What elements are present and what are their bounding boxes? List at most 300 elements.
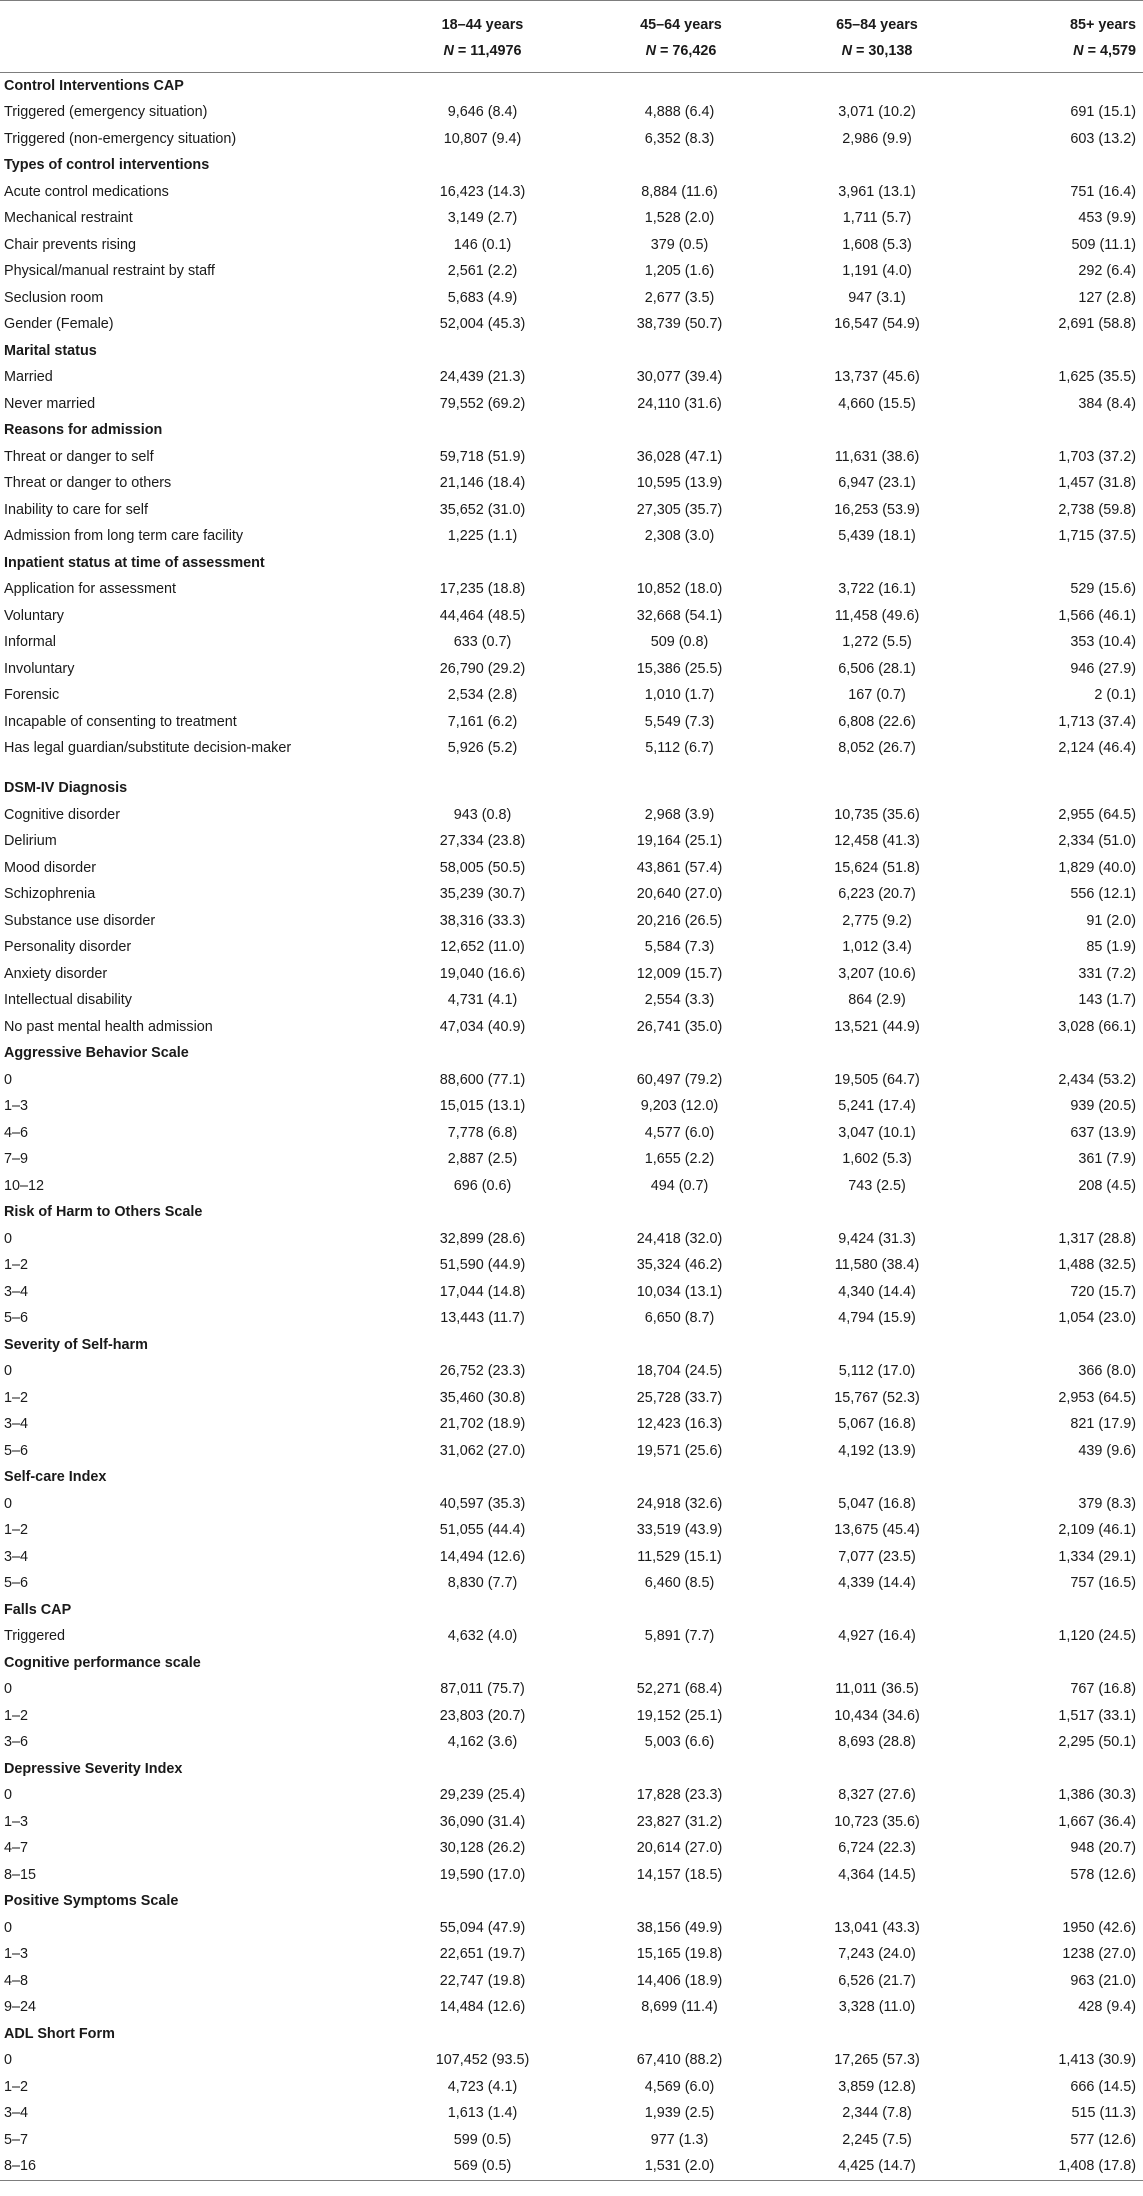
value-cell: 19,040 (16.6) bbox=[439, 965, 526, 982]
row-label: Cognitive disorder bbox=[4, 806, 120, 823]
value-cell: 1,012 (3.4) bbox=[842, 939, 912, 956]
row-label: 0 bbox=[4, 1230, 13, 1247]
value-cell: 13,041 (43.3) bbox=[834, 1919, 920, 1936]
table-row bbox=[0, 577, 1143, 604]
section-header-row bbox=[0, 338, 1143, 365]
value-cell: 1,205 (1.6) bbox=[644, 263, 715, 280]
row-label: Mood disorder bbox=[4, 859, 96, 876]
value-cell: 6,506 (28.1) bbox=[838, 660, 916, 677]
value-cell: 1,191 (4.0) bbox=[842, 263, 912, 280]
n-symbol: N bbox=[841, 42, 852, 59]
value-cell: 23,827 (31.2) bbox=[636, 1813, 723, 1830]
section-header-row bbox=[0, 1041, 1143, 1068]
value-cell: 1,120 (24.5) bbox=[1058, 1628, 1136, 1645]
value-cell: 8,052 (26.7) bbox=[838, 739, 916, 756]
value-cell: 13,521 (44.9) bbox=[834, 1018, 920, 1035]
row-label: 7–9 bbox=[4, 1151, 29, 1168]
value-cell: 4,660 (15.5) bbox=[838, 395, 916, 412]
table-row bbox=[0, 1226, 1143, 1253]
row-label: 3–4 bbox=[4, 1283, 29, 1300]
table-row bbox=[0, 1862, 1143, 1889]
value-cell: 1,566 (46.1) bbox=[1058, 607, 1136, 624]
n-value: = 11,4976 bbox=[453, 42, 522, 59]
value-cell: 15,165 (19.8) bbox=[636, 1946, 723, 1963]
value-cell: 2,109 (46.1) bbox=[1058, 1522, 1136, 1539]
value-cell: 24,418 (32.0) bbox=[636, 1230, 723, 1247]
section-title: ADL Short Form bbox=[4, 2025, 115, 2042]
table-row bbox=[0, 259, 1143, 286]
value-cell: 11,631 (38.6) bbox=[834, 448, 920, 465]
row-label: 4–6 bbox=[4, 1124, 29, 1141]
value-cell: 1,531 (2.0) bbox=[644, 2158, 715, 2175]
value-cell: 16,253 (53.9) bbox=[834, 501, 920, 518]
value-cell: 3,328 (11.0) bbox=[838, 1999, 916, 2016]
row-label: 0 bbox=[4, 1787, 13, 1804]
value-cell: 977 (1.3) bbox=[650, 2131, 709, 2148]
value-cell: 1,334 (29.1) bbox=[1058, 1548, 1136, 1565]
value-cell: 1,317 (28.8) bbox=[1058, 1230, 1136, 1247]
value-cell: 1,939 (2.5) bbox=[644, 2105, 715, 2122]
n-value: = 76,426 bbox=[655, 42, 717, 59]
header-empty-cell bbox=[0, 1, 355, 39]
value-cell: 4,927 (16.4) bbox=[838, 1628, 916, 1645]
table-row bbox=[0, 1703, 1143, 1730]
table-row bbox=[0, 1253, 1143, 1280]
value-cell: 1,715 (37.5) bbox=[1058, 528, 1136, 545]
value-cell: 208 (4.5) bbox=[1078, 1177, 1136, 1194]
value-cell: 10,807 (9.4) bbox=[443, 130, 522, 147]
row-label: Acute control medications bbox=[4, 183, 169, 200]
row-label: 10–12 bbox=[4, 1177, 45, 1194]
value-cell: 767 (16.8) bbox=[1070, 1681, 1136, 1698]
value-cell: 4,192 (13.9) bbox=[838, 1442, 916, 1459]
table-row bbox=[0, 179, 1143, 206]
value-cell: 26,741 (35.0) bbox=[636, 1018, 723, 1035]
value-cell: 2,738 (59.8) bbox=[1058, 501, 1136, 518]
row-label: 0 bbox=[4, 1919, 13, 1936]
table-body bbox=[0, 73, 1143, 2181]
value-cell: 38,156 (49.9) bbox=[636, 1919, 723, 1936]
value-cell: 599 (0.5) bbox=[453, 2131, 512, 2148]
value-cell: 4,794 (15.9) bbox=[838, 1310, 916, 1327]
row-label: 8–16 bbox=[4, 2158, 37, 2175]
value-cell: 24,439 (21.3) bbox=[439, 369, 526, 386]
table-header bbox=[0, 1, 1143, 73]
value-cell: 292 (6.4) bbox=[1078, 263, 1136, 280]
value-cell: 4,364 (14.5) bbox=[838, 1866, 916, 1883]
row-label: 1–2 bbox=[4, 1707, 29, 1724]
row-label: 3–4 bbox=[4, 2105, 29, 2122]
value-cell: 821 (17.9) bbox=[1070, 1416, 1136, 1433]
value-cell: 3,149 (2.7) bbox=[447, 210, 518, 227]
value-cell: 32,668 (54.1) bbox=[636, 607, 723, 624]
value-cell: 1,457 (31.8) bbox=[1058, 475, 1136, 492]
header-n-45-64 bbox=[588, 38, 774, 73]
section-title: Severity of Self-harm bbox=[4, 1336, 148, 1353]
row-label: Application for assessment bbox=[4, 581, 176, 598]
value-cell: 7,161 (6.2) bbox=[447, 713, 518, 730]
value-cell: 16,423 (14.3) bbox=[439, 183, 526, 200]
row-label: Has legal guardian/substitute decision-maker bbox=[4, 739, 292, 756]
value-cell: 5,047 (16.8) bbox=[838, 1495, 916, 1512]
value-cell: 5,003 (6.6) bbox=[644, 1734, 715, 1751]
value-cell: 947 (3.1) bbox=[848, 289, 906, 306]
value-cell: 20,640 (27.0) bbox=[636, 886, 723, 903]
row-label: 3–4 bbox=[4, 1548, 29, 1565]
row-label: 1–2 bbox=[4, 2078, 29, 2095]
value-cell: 6,724 (22.3) bbox=[838, 1840, 916, 1857]
header-empty-cell bbox=[0, 38, 355, 73]
value-cell: 4,888 (6.4) bbox=[644, 104, 715, 121]
header-row-age-groups bbox=[0, 1, 1143, 39]
value-cell: 5,112 (6.7) bbox=[645, 739, 714, 756]
row-label: 9–24 bbox=[4, 1999, 37, 2016]
value-cell: 696 (0.6) bbox=[453, 1177, 512, 1194]
row-label: 0 bbox=[4, 1363, 13, 1380]
value-cell: 4,723 (4.1) bbox=[447, 2078, 518, 2095]
value-cell: 4,632 (4.0) bbox=[447, 1628, 518, 1645]
value-cell: 2,968 (3.9) bbox=[644, 806, 715, 823]
row-label: Substance use disorder bbox=[4, 912, 156, 929]
row-label: Chair prevents rising bbox=[4, 236, 136, 253]
row-label: 1–2 bbox=[4, 1389, 29, 1406]
row-label: Triggered bbox=[4, 1628, 66, 1645]
value-cell: 9,203 (12.0) bbox=[640, 1098, 719, 1115]
value-cell: 60,497 (79.2) bbox=[636, 1071, 723, 1088]
value-cell: 577 (12.6) bbox=[1070, 2131, 1136, 2148]
value-cell: 633 (0.7) bbox=[453, 634, 512, 651]
value-cell: 51,590 (44.9) bbox=[439, 1257, 526, 1274]
value-cell: 21,702 (18.9) bbox=[439, 1416, 526, 1433]
value-cell: 10,434 (34.6) bbox=[834, 1707, 920, 1724]
value-cell: 14,406 (18.9) bbox=[636, 1972, 723, 1989]
value-cell: 578 (12.6) bbox=[1070, 1866, 1136, 1883]
value-cell: 5,891 (7.7) bbox=[644, 1628, 715, 1645]
value-cell: 1,054 (23.0) bbox=[1058, 1310, 1136, 1327]
row-label: 1–3 bbox=[4, 1946, 29, 1963]
table-row bbox=[0, 1677, 1143, 1704]
row-label: Never married bbox=[4, 395, 96, 412]
value-cell: 1,667 (36.4) bbox=[1058, 1813, 1136, 1830]
row-label: 5–6 bbox=[4, 1442, 29, 1459]
value-cell: 91 (2.0) bbox=[1086, 912, 1136, 929]
row-label: Intellectual disability bbox=[4, 992, 132, 1009]
value-cell: 5,683 (4.9) bbox=[447, 289, 518, 306]
value-cell: 743 (2.5) bbox=[848, 1177, 906, 1194]
header-row-sample-sizes bbox=[0, 38, 1143, 73]
row-label: 0 bbox=[4, 1071, 13, 1088]
header-age-18-44: 18–44 years bbox=[441, 16, 524, 33]
value-cell: 939 (20.5) bbox=[1070, 1098, 1136, 1115]
value-cell: 22,651 (19.7) bbox=[439, 1946, 526, 1963]
value-cell: 11,458 (49.6) bbox=[834, 607, 920, 624]
row-label: 4–8 bbox=[4, 1972, 29, 1989]
value-cell: 27,334 (23.8) bbox=[439, 833, 526, 850]
value-cell: 12,009 (15.7) bbox=[636, 965, 723, 982]
value-cell: 366 (8.0) bbox=[1078, 1363, 1136, 1380]
value-cell: 1,488 (32.5) bbox=[1058, 1257, 1136, 1274]
table-row bbox=[0, 524, 1143, 551]
value-cell: 10,034 (13.1) bbox=[636, 1283, 723, 1300]
value-cell: 31,062 (27.0) bbox=[439, 1442, 526, 1459]
table-row bbox=[0, 656, 1143, 683]
value-cell: 529 (15.6) bbox=[1070, 581, 1136, 598]
value-cell: 2,953 (64.5) bbox=[1058, 1389, 1136, 1406]
value-cell: 5,241 (17.4) bbox=[838, 1098, 916, 1115]
value-cell: 556 (12.1) bbox=[1070, 886, 1136, 903]
value-cell: 21,146 (18.4) bbox=[439, 475, 526, 492]
value-cell: 79,552 (69.2) bbox=[439, 395, 526, 412]
value-cell: 4,569 (6.0) bbox=[644, 2078, 715, 2095]
table-row bbox=[0, 206, 1143, 233]
value-cell: 8,830 (7.7) bbox=[447, 1575, 518, 1592]
value-cell: 1,386 (30.3) bbox=[1058, 1787, 1136, 1804]
value-cell: 43,861 (57.4) bbox=[636, 859, 723, 876]
value-cell: 5,549 (7.3) bbox=[644, 713, 715, 730]
value-cell: 35,324 (46.2) bbox=[636, 1257, 723, 1274]
value-cell: 353 (10.4) bbox=[1070, 634, 1136, 651]
value-cell: 11,529 (15.1) bbox=[637, 1548, 722, 1565]
value-cell: 3,047 (10.1) bbox=[838, 1124, 916, 1141]
value-cell: 691 (15.1) bbox=[1070, 104, 1136, 121]
table-row bbox=[0, 2048, 1143, 2075]
row-label: Admission from long term care facility bbox=[4, 528, 244, 545]
value-cell: 4,162 (3.6) bbox=[447, 1734, 518, 1751]
value-cell: 4,577 (6.0) bbox=[644, 1124, 715, 1141]
value-cell: 38,316 (33.3) bbox=[439, 912, 526, 929]
value-cell: 439 (9.6) bbox=[1078, 1442, 1136, 1459]
value-cell: 4,731 (4.1) bbox=[447, 992, 518, 1009]
value-cell: 331 (7.2) bbox=[1078, 965, 1136, 982]
value-cell: 36,090 (31.4) bbox=[439, 1813, 526, 1830]
value-cell: 15,015 (13.1) bbox=[439, 1098, 526, 1115]
value-cell: 107,452 (93.5) bbox=[435, 2052, 530, 2069]
row-label: Seclusion room bbox=[4, 289, 104, 306]
value-cell: 17,044 (14.8) bbox=[439, 1283, 526, 1300]
value-cell: 2,887 (2.5) bbox=[447, 1151, 518, 1168]
row-label: Triggered (non-emergency situation) bbox=[4, 130, 237, 147]
row-label: 3–4 bbox=[4, 1416, 29, 1433]
row-label: 1–2 bbox=[4, 1257, 29, 1274]
row-label: Delirium bbox=[4, 833, 57, 850]
value-cell: 13,443 (11.7) bbox=[440, 1310, 525, 1327]
value-cell: 1,408 (17.8) bbox=[1058, 2158, 1136, 2175]
table-row bbox=[0, 444, 1143, 471]
value-cell: 146 (0.1) bbox=[453, 236, 512, 253]
table-row bbox=[0, 1067, 1143, 1094]
row-label: 1–3 bbox=[4, 1098, 29, 1115]
value-cell: 13,675 (45.4) bbox=[834, 1522, 920, 1539]
row-label: Incapable of consenting to treatment bbox=[4, 713, 237, 730]
value-cell: 7,243 (24.0) bbox=[838, 1946, 916, 1963]
value-cell: 2,554 (3.3) bbox=[644, 992, 715, 1009]
row-label: 1–3 bbox=[4, 1813, 29, 1830]
value-cell: 35,239 (30.7) bbox=[439, 886, 526, 903]
table-row bbox=[0, 2101, 1143, 2128]
value-cell: 1,602 (5.3) bbox=[842, 1151, 912, 1168]
section-header-row bbox=[0, 1650, 1143, 1677]
value-cell: 88,600 (77.1) bbox=[439, 1071, 526, 1088]
value-cell: 20,614 (27.0) bbox=[636, 1840, 723, 1857]
section-header-row bbox=[0, 73, 1143, 100]
value-cell: 52,004 (45.3) bbox=[439, 316, 526, 333]
value-cell: 864 (2.9) bbox=[848, 992, 906, 1009]
value-cell: 2,124 (46.4) bbox=[1058, 739, 1136, 756]
row-label: Physical/manual restraint by staff bbox=[4, 263, 215, 280]
table-row bbox=[0, 603, 1143, 630]
value-cell: 2,334 (51.0) bbox=[1058, 833, 1136, 850]
table-row bbox=[0, 935, 1143, 962]
value-cell: 167 (0.7) bbox=[848, 687, 906, 704]
table-row bbox=[0, 908, 1143, 935]
value-cell: 1,713 (37.4) bbox=[1058, 713, 1136, 730]
value-cell: 30,128 (26.2) bbox=[439, 1840, 526, 1857]
value-cell: 666 (14.5) bbox=[1070, 2078, 1136, 2095]
value-cell: 4,340 (14.4) bbox=[838, 1283, 916, 1300]
value-cell: 5,067 (16.8) bbox=[838, 1416, 916, 1433]
value-cell: 22,747 (19.8) bbox=[439, 1972, 526, 1989]
value-cell: 20,216 (26.5) bbox=[636, 912, 723, 929]
value-cell: 2,534 (2.8) bbox=[447, 687, 518, 704]
table-row bbox=[0, 497, 1143, 524]
value-cell: 509 (0.8) bbox=[650, 634, 709, 651]
table-row bbox=[0, 1173, 1143, 1200]
header-n-85-plus bbox=[963, 38, 1143, 73]
row-label: Voluntary bbox=[4, 607, 65, 624]
value-cell: 8,699 (11.4) bbox=[641, 1999, 718, 2016]
value-cell: 17,828 (23.3) bbox=[636, 1787, 723, 1804]
row-label: 1–2 bbox=[4, 1522, 29, 1539]
section-title: DSM-IV Diagnosis bbox=[4, 780, 128, 797]
value-cell: 27,305 (35.7) bbox=[636, 501, 723, 518]
value-cell: 16,547 (54.9) bbox=[834, 316, 920, 333]
table-row bbox=[0, 1544, 1143, 1571]
row-label: Schizophrenia bbox=[4, 886, 96, 903]
value-cell: 6,352 (8.3) bbox=[644, 130, 715, 147]
value-cell: 25,728 (33.7) bbox=[636, 1389, 723, 1406]
table-row bbox=[0, 1942, 1143, 1969]
value-cell: 40,597 (35.3) bbox=[439, 1495, 526, 1512]
table-row bbox=[0, 1306, 1143, 1333]
value-cell: 2,691 (58.8) bbox=[1058, 316, 1136, 333]
value-cell: 1238 (27.0) bbox=[1062, 1946, 1136, 1963]
table-row bbox=[0, 1014, 1143, 1041]
value-cell: 1,655 (2.2) bbox=[644, 1151, 715, 1168]
value-cell: 1,225 (1.1) bbox=[447, 528, 518, 545]
row-label: No past mental health admission bbox=[4, 1018, 213, 1035]
table-row bbox=[0, 709, 1143, 736]
table-row bbox=[0, 2127, 1143, 2154]
value-cell: 5,584 (7.3) bbox=[644, 939, 715, 956]
value-cell: 6,650 (8.7) bbox=[644, 1310, 715, 1327]
value-cell: 7,778 (6.8) bbox=[447, 1124, 518, 1141]
row-label: Forensic bbox=[4, 687, 60, 704]
table-row bbox=[0, 988, 1143, 1015]
value-cell: 2,677 (3.5) bbox=[644, 289, 715, 306]
value-cell: 14,494 (12.6) bbox=[439, 1548, 526, 1565]
row-label: 0 bbox=[4, 1495, 13, 1512]
value-cell: 9,424 (31.3) bbox=[838, 1230, 916, 1247]
table-row bbox=[0, 471, 1143, 498]
value-cell: 67,410 (88.2) bbox=[636, 2052, 723, 2069]
table-row bbox=[0, 683, 1143, 710]
value-cell: 3,961 (13.1) bbox=[838, 183, 916, 200]
value-cell: 52,271 (68.4) bbox=[636, 1681, 723, 1698]
table-row bbox=[0, 1809, 1143, 1836]
value-cell: 17,235 (18.8) bbox=[439, 581, 526, 598]
value-cell: 47,034 (40.9) bbox=[439, 1018, 526, 1035]
row-label: Informal bbox=[4, 634, 56, 651]
value-cell: 453 (9.9) bbox=[1078, 210, 1136, 227]
section-header-row bbox=[0, 776, 1143, 803]
value-cell: 6,947 (23.1) bbox=[838, 475, 916, 492]
table-row bbox=[0, 1359, 1143, 1386]
value-cell: 3,071 (10.2) bbox=[838, 104, 916, 121]
section-header-row bbox=[0, 1200, 1143, 1227]
value-cell: 1,010 (1.7) bbox=[644, 687, 715, 704]
value-cell: 2,308 (3.0) bbox=[644, 528, 715, 545]
table-row bbox=[0, 232, 1143, 259]
row-label: Anxiety disorder bbox=[4, 965, 108, 982]
value-cell: 1,272 (5.5) bbox=[842, 634, 912, 651]
value-cell: 4,425 (14.7) bbox=[838, 2158, 916, 2175]
value-cell: 2,561 (2.2) bbox=[447, 263, 518, 280]
table-row bbox=[0, 126, 1143, 153]
header-age-85-plus: 85+ years bbox=[1069, 16, 1136, 33]
value-cell: 59,718 (51.9) bbox=[439, 448, 526, 465]
section-title: Falls CAP bbox=[4, 1601, 72, 1618]
section-title: Types of control interventions bbox=[4, 157, 210, 174]
value-cell: 2,434 (53.2) bbox=[1058, 1071, 1136, 1088]
value-cell: 6,460 (8.5) bbox=[644, 1575, 715, 1592]
value-cell: 87,011 (75.7) bbox=[440, 1681, 525, 1698]
row-label: Inability to care for self bbox=[4, 501, 148, 518]
value-cell: 127 (2.8) bbox=[1078, 289, 1136, 306]
section-header-row bbox=[0, 1465, 1143, 1492]
value-cell: 44,464 (48.5) bbox=[439, 607, 526, 624]
value-cell: 17,265 (57.3) bbox=[834, 2052, 920, 2069]
value-cell: 6,808 (22.6) bbox=[838, 713, 916, 730]
value-cell: 10,735 (35.6) bbox=[834, 806, 920, 823]
value-cell: 55,094 (47.9) bbox=[439, 1919, 526, 1936]
table-row bbox=[0, 100, 1143, 127]
section-header-row bbox=[0, 153, 1143, 180]
value-cell: 3,722 (16.1) bbox=[838, 581, 916, 598]
value-cell: 12,652 (11.0) bbox=[440, 939, 525, 956]
table-row bbox=[0, 1518, 1143, 1545]
table-row bbox=[0, 961, 1143, 988]
table-row bbox=[0, 1385, 1143, 1412]
value-cell: 1,517 (33.1) bbox=[1058, 1707, 1136, 1724]
value-cell: 379 (0.5) bbox=[650, 236, 709, 253]
table-row bbox=[0, 1915, 1143, 1942]
value-cell: 384 (8.4) bbox=[1078, 395, 1136, 412]
section-title: Reasons for admission bbox=[4, 422, 163, 439]
section-header-row bbox=[0, 1332, 1143, 1359]
value-cell: 2,344 (7.8) bbox=[842, 2105, 912, 2122]
value-cell: 24,110 (31.6) bbox=[637, 395, 722, 412]
header-n-18-44 bbox=[355, 38, 588, 73]
value-cell: 3,028 (66.1) bbox=[1058, 1018, 1136, 1035]
section-title: Aggressive Behavior Scale bbox=[4, 1045, 189, 1062]
row-label: 5–7 bbox=[4, 2131, 29, 2148]
value-cell: 35,460 (30.8) bbox=[439, 1389, 526, 1406]
section-title: Cognitive performance scale bbox=[4, 1654, 201, 1671]
value-cell: 5,439 (18.1) bbox=[838, 528, 916, 545]
value-cell: 11,580 (38.4) bbox=[834, 1257, 920, 1274]
section-title: Control Interventions CAP bbox=[4, 77, 184, 94]
row-label: 5–6 bbox=[4, 1310, 29, 1327]
